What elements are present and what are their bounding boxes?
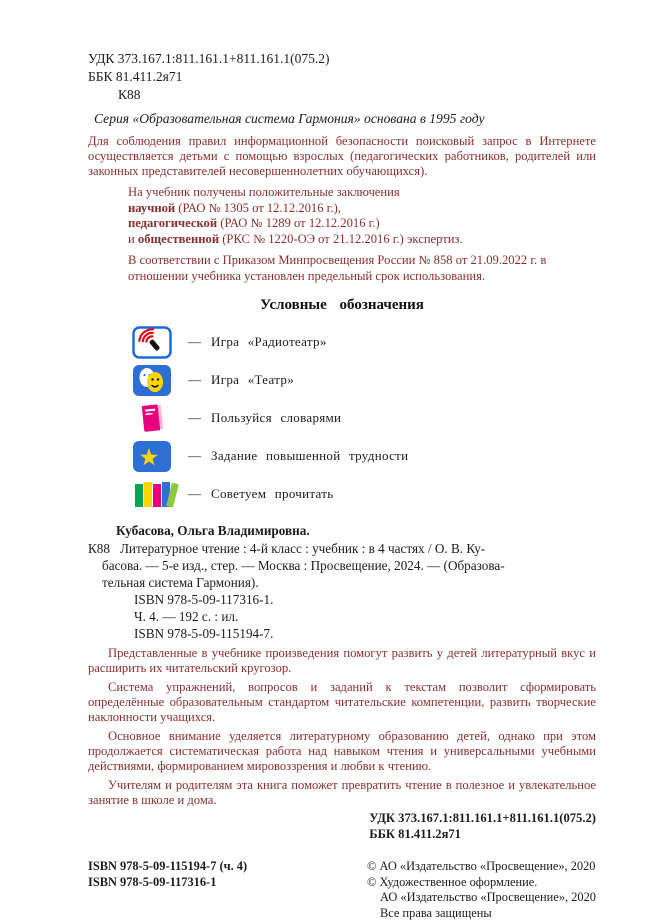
legend-label: Задание повышенной трудности	[211, 448, 408, 464]
expertise-public-rest: (РКС № 1220-ОЭ от 21.12.2016 г.) экспертиз.	[219, 232, 463, 246]
dictionary-icon	[132, 401, 172, 435]
decree-note: В соответствии с Приказом Минпросвещения России № 858 от 21.09.2022 г. в отношении учебника установлен предельный срок использования.	[128, 253, 596, 284]
legend-item-recommended	[132, 475, 596, 513]
series-note: Серия «Образовательная система Гармония» основана в 1995 году	[88, 111, 596, 127]
footer-isbn-block	[88, 859, 247, 921]
expertise-pedagogical-rest: (РАО № 1289 от 12.12.2016 г.)	[217, 216, 380, 230]
legend-dash: —	[188, 448, 201, 464]
copyright-line: АО «Издательство «Просвещение», 2020	[367, 890, 596, 906]
bib-line-2: басова. — 5-е изд., стер. — Москва : Просвещение, 2024. — (Образова-	[102, 557, 596, 574]
legend-item-dictionary	[132, 399, 596, 437]
annotation-paragraph: Основное внимание уделяется литературному образованию детей, однако при этом продолжается систематическая работа над навыком чтения и универсальными учебными действиями, формированием мировоззрения и любви к чтению.	[88, 729, 596, 774]
bbk-line: ББК 81.411.2я71	[88, 68, 596, 86]
copyright-line: © АО «Издательство «Просвещение», 2020	[367, 859, 596, 875]
bib-line-3: тельная система Гармония).	[102, 574, 596, 591]
bib-text-1: Литературное чтение : 4-й класс : учебник : в 4 частях / О. В. Ку-	[120, 541, 485, 556]
legend-dash: —	[188, 372, 201, 388]
safety-note: Для соблюдения правил информационной безопасности поисковый запрос в Интернете осуществляется детьми с помощью взрослых (педагогических работников, родителей или законных представителей несовершеннолетних обучающихся).	[88, 134, 596, 179]
expertise-scientific-bold: научной	[128, 201, 175, 215]
author-sign-code: К88	[118, 86, 596, 104]
expertise-scientific-line	[128, 201, 596, 217]
difficulty-star-icon	[132, 440, 172, 473]
isbn-part: ISBN 978-5-09-117316-1.	[134, 591, 596, 608]
footer-isbn-line: ISBN 978-5-09-115194-7 (ч. 4)	[88, 859, 247, 875]
footer-udk: УДК 373.167.1:811.161.1+811.161.1(075.2)	[369, 810, 596, 826]
part-info: Ч. 4. — 192 с. : ил.	[134, 608, 596, 625]
expertise-intro: На учебник получены положительные заключения	[128, 185, 596, 201]
legend-label: Игра «Театр»	[211, 372, 294, 388]
expertise-public-bold: общественной	[138, 232, 219, 246]
legend-label: Пользуйся словарями	[211, 410, 341, 426]
expertise-scientific-rest: (РАО № 1305 от 12.12.2016 г.),	[175, 201, 341, 215]
legend-list	[132, 323, 596, 513]
classification-block	[88, 50, 596, 104]
footer-classification	[88, 810, 596, 843]
footer-bbk: ББК 81.411.2я71	[369, 826, 596, 842]
bibliographic-record	[88, 540, 596, 642]
radio-theater-icon	[132, 326, 172, 359]
annotation-paragraph: Учителям и родителям эта книга поможет превратить чтение в полезное и увлекательное занятие в школе и дома.	[88, 778, 596, 808]
recommended-books-icon	[132, 477, 178, 511]
annotation-block	[88, 646, 596, 808]
legend-item-radio-theater	[132, 323, 596, 361]
legend-dash: —	[188, 410, 201, 426]
legend-item-difficulty	[132, 437, 596, 475]
expertise-public-prefix: и	[128, 232, 138, 246]
isbn-whole: ISBN 978-5-09-115194-7.	[134, 625, 596, 642]
expertise-pedagogical-bold: педагогической	[128, 216, 217, 230]
expertise-pedagogical-line	[128, 216, 596, 232]
author-name: Кубасова, Ольга Владимировна.	[116, 523, 596, 539]
annotation-paragraph: Представленные в учебнике произведения помогут развить у детей литературный вкус и расширить их читательский кругозор.	[88, 646, 596, 676]
legend-dash: —	[188, 486, 201, 502]
legend-title: Условные обозначения	[88, 297, 596, 314]
copyright-block	[367, 859, 596, 921]
udk-line: УДК 373.167.1:811.161.1+811.161.1(075.2)	[88, 50, 596, 68]
copyright-line: Все права защищены	[367, 906, 596, 921]
expertise-public-line	[128, 232, 596, 248]
legend-dash: —	[188, 334, 201, 350]
footer-isbn-line: ISBN 978-5-09-117316-1	[88, 875, 247, 891]
legend-label: Игра «Радиотеатр»	[211, 334, 327, 350]
expertise-block	[128, 185, 596, 247]
footer-bottom-row	[88, 859, 596, 921]
legend-label: Советуем прочитать	[211, 486, 334, 502]
annotation-paragraph: Система упражнений, вопросов и заданий к текстам позволит сформировать определённые образовательным стандартом читательские компетенции, развить творческие наклонности учащихся.	[88, 680, 596, 725]
bib-code: К88	[88, 541, 110, 556]
theater-icon	[132, 364, 172, 397]
legend-item-theater	[132, 361, 596, 399]
bib-line-1	[88, 540, 596, 557]
copyright-line: © Художественное оформление.	[367, 875, 596, 891]
